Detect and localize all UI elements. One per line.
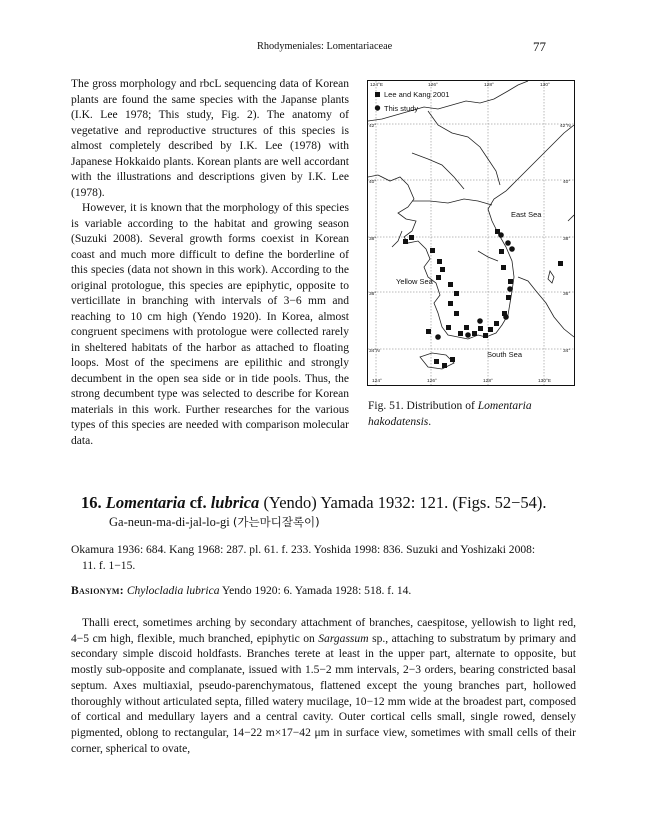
basionym-taxon: Chylocladia lubrica	[126, 585, 220, 597]
record-square	[436, 275, 441, 280]
legend-this-study-label: This study	[384, 104, 419, 113]
running-header	[0, 40, 646, 60]
record-square	[442, 363, 447, 368]
map-tick-left-0: 42°	[369, 124, 377, 129]
description-part-2: sp., attaching to substratum by primary and secondary simple discoid holdfasts. Branches terete at least in the upper part, alternate to opposite, but mostly sub-opposite and complanate, issued with 1.5−2 mm intervals, 2−3 orders, bearing constricted basal septum. Axes multiaxial, pseudo-parenchymatous, flattened except the young branches part, hollowed thoroughly without articulated septa, filled watery mucilage, 10−12 mm wide at the broadest part, composed of cortical and medullary layers and a central cavity. Outer cortical cells small, single rowed, densely pigmented, oblong to rectangular, 14−22 m×17−42 μm in surface view, sometimes with small cells of their corner, spherical to ovate,	[71, 632, 576, 755]
map-tick-left-1: 40°	[369, 180, 377, 185]
record-square	[494, 321, 499, 326]
description-part-1: Thalli erect, sometimes arching by secondary attachment of branches, caespitose, yellowish to light red, 4−5 cm high, flexible, much branched, epiphytic on	[71, 617, 576, 645]
record-circle	[509, 246, 515, 252]
record-circle	[435, 334, 441, 340]
map-svg	[368, 81, 574, 385]
record-circle	[465, 332, 471, 338]
species-heading	[81, 493, 621, 513]
record-square	[499, 249, 504, 254]
record-square	[450, 357, 455, 362]
legend-square-symbol	[375, 92, 380, 97]
paragraph-rbcl: The gross morphology and rbcL sequencing data of Korean plants are found the same species with the Japanse plants (I.K. Lee 1978; This study, Fig. 2). The anatomy of vegetative and reproductive structures of this species is almost completely described by I.K. Lee (1978) with Japanese Hokkaido plants. Korean plants are well accordant with the illustrations and descriptions given by I.K. Lee (1978).	[71, 78, 349, 199]
species-qualifier: cf.	[189, 493, 207, 512]
record-square	[446, 325, 451, 330]
record-circle	[498, 232, 504, 238]
korean-name-hangul: (가는마디잘록이)	[232, 515, 320, 529]
map-tick-right-3: 36°	[563, 292, 571, 297]
page-number: 77	[533, 39, 546, 54]
basionym	[71, 584, 576, 600]
map-tick-top-3: 130°	[540, 83, 550, 88]
references-line-1: Okamura 1936: 684. Kang 1968: 287. pl. 61. f. 233. Yoshida 1998: 836. Suzuki and Yoshizaki 2008:	[71, 544, 536, 556]
record-circle	[507, 286, 513, 292]
record-square	[426, 329, 431, 334]
map-tick-left-3: 36°	[369, 292, 377, 297]
record-square	[430, 248, 435, 253]
record-square	[437, 259, 442, 264]
record-square	[506, 295, 511, 300]
species-description	[71, 616, 576, 757]
east-sea-label: East Sea	[511, 210, 542, 219]
record-square	[558, 261, 563, 266]
map-tick-bottom-3: 130°E	[538, 379, 552, 384]
map-tick-right-1: 40°	[563, 180, 571, 185]
record-square	[434, 359, 439, 364]
map-graticule	[368, 81, 574, 385]
species-epithet: lubrica	[210, 493, 260, 512]
left-column-text	[71, 77, 349, 449]
figure-caption-suffix: .	[428, 415, 432, 428]
figure-caption-species: Lomentaria hakodatensis	[368, 400, 532, 428]
paragraph-morphology: However, it is known that the morphology of this species is variable according to the habitat and growing season (Suzuki 2008). Several growth forms coexist in Korean coast and much more difficult to define the borderline of this species (data not shown in this work). According to the original protologue, this species are epiphytic, opposite to verticillate in branching with intervals of 3−6 mm and reaching to 10 cm high (Yendo 1920). In Korea, almost congruent specimens with protologue were collected rarely in sheltered habitats of the harbor as attached to floating loops. Most of the specimens are epilithic and strongly decumbent in the open sea side or in tide pools. Thus, the strong decumbent type was selected to describe for Korean materials in this work. Further researches for the various types of this species are needed with comparison molecular data.	[71, 202, 349, 447]
legend-circle-symbol	[375, 105, 380, 110]
record-square	[501, 265, 506, 270]
yellow-sea-label: Yellow Sea	[396, 277, 433, 286]
record-circle	[477, 318, 483, 324]
distribution-map	[367, 80, 575, 386]
record-square	[508, 279, 513, 284]
running-header-title: Rhodymeniales: Lomentariaceae	[257, 41, 393, 52]
record-square	[403, 239, 408, 244]
record-square	[464, 325, 469, 330]
species-number: 16.	[81, 493, 102, 512]
map-tick-right-0: 42°N	[560, 124, 571, 129]
korean-name	[109, 514, 609, 530]
record-square	[448, 301, 453, 306]
record-circle	[505, 240, 511, 246]
figure-caption	[368, 399, 586, 430]
map-tick-right-2: 38°	[563, 237, 571, 242]
record-square	[409, 235, 414, 240]
map-tick-top-0: 124°E	[370, 83, 384, 88]
record-square	[440, 267, 445, 272]
species-genus: Lomentaria	[105, 493, 186, 512]
record-square	[488, 327, 493, 332]
description-host: Sargassum	[318, 632, 369, 645]
legend-lee-kang-label: Lee and Kang 2001	[384, 90, 450, 99]
references	[71, 543, 576, 574]
record-square	[454, 311, 459, 316]
map-tick-left-4: 34°N	[369, 349, 380, 354]
records-lee-kang	[403, 229, 563, 368]
map-tick-bottom-1: 126°	[427, 379, 437, 384]
record-circle	[503, 314, 509, 320]
map-tick-top-2: 128°	[484, 83, 494, 88]
basionym-text: Yendo 1920: 6. Yamada 1928: 518. f. 14.	[219, 585, 412, 597]
basionym-label: Basionym:	[71, 585, 124, 597]
korean-name-romanized: Ga-neun-ma-di-jal-lo-gi	[109, 515, 230, 529]
map-tick-right-4: 34°	[563, 349, 571, 354]
record-square	[448, 282, 453, 287]
record-square	[472, 331, 477, 336]
record-square	[483, 333, 488, 338]
references-line-2: 11. f. 1−15.	[82, 559, 136, 572]
species-authority: (Yendo) Yamada 1932: 121. (Figs. 52−54).	[263, 493, 547, 512]
map-tick-top-1: 126°	[428, 83, 438, 88]
figure-caption-prefix: Fig. 51. Distribution of	[368, 400, 478, 412]
map-tick-bottom-0: 124°	[372, 379, 382, 384]
record-square	[454, 291, 459, 296]
map-tick-bottom-2: 128°	[483, 379, 493, 384]
record-square	[458, 331, 463, 336]
map-legend	[375, 90, 450, 113]
map-tick-left-2: 38°	[369, 237, 377, 242]
record-square	[478, 326, 483, 331]
south-sea-label: South Sea	[487, 350, 523, 359]
